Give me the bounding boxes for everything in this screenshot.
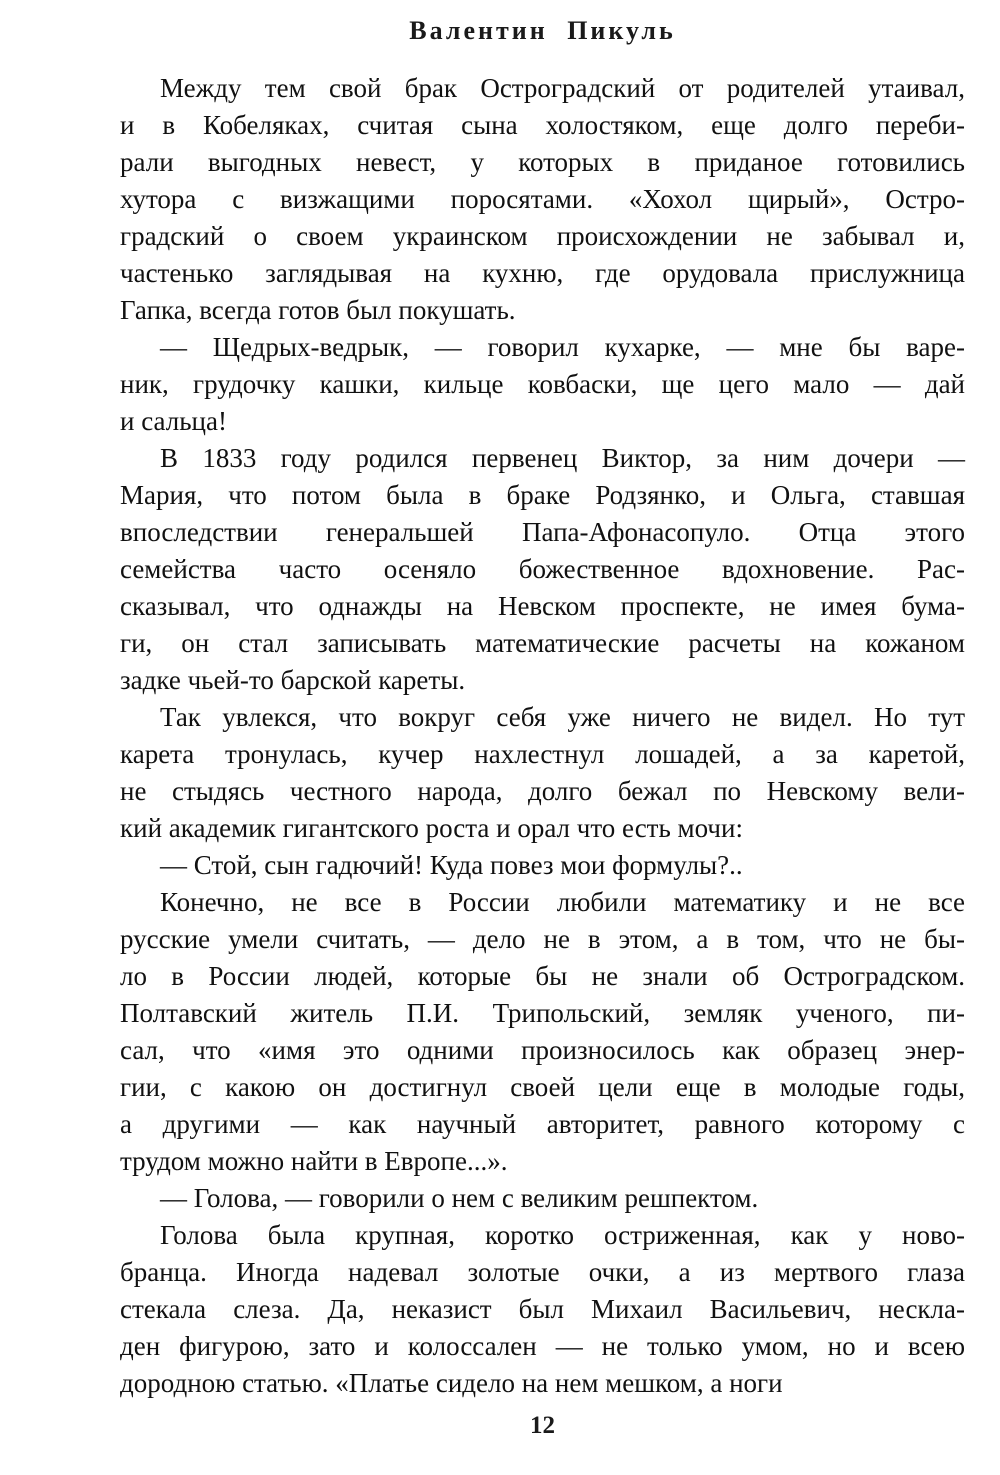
text-line: ник, грудочку кашки, кильце ковбаски, ще цего мало — дай — [120, 369, 965, 399]
text-line: карета тронулась, кучер нахлестнул лошадей, а за каретой, — [120, 739, 965, 769]
page-body — [120, 70, 965, 1402]
text-line: Между тем свой брак Остроградский от родителей утаивал, — [160, 73, 965, 103]
text-line: семейства часто осеняло божественное вдохновение. Рас- — [120, 554, 965, 584]
page-number: 12 — [530, 1412, 555, 1439]
text-line: Конечно, не все в России любили математику и не все — [160, 887, 965, 917]
text-line: не стыдясь честного народа, долго бежал по Невскому вели- — [120, 776, 965, 806]
text-line: — Щедрых-ведрык, — говорил кухарке, — мне бы варе- — [160, 332, 965, 362]
text-line: и сальца! — [120, 406, 227, 436]
text-line: ден фигурою, зато и колоссален — не только умом, но и всею — [120, 1331, 965, 1361]
text-line: ло в России людей, которые бы не знали об Остроградском. — [120, 961, 965, 991]
paragraph — [120, 440, 965, 699]
text-line: В 1833 году родился первенец Виктор, за ним дочери — — [160, 443, 965, 473]
text-line: — Стой, сын гадючий! Куда повез мои формулы?.. — [160, 850, 743, 880]
text-line: стекала слеза. Да, неказист был Михаил Васильевич, нескла- — [120, 1294, 965, 1324]
text-line: частенько заглядывая на кухню, где орудовала прислужница — [120, 258, 965, 288]
text-line: кий академик гигантского роста и орал что есть мочи: — [120, 813, 743, 843]
paragraph — [120, 1217, 965, 1402]
text-line: — Голова, — говорили о нем с великим решпектом. — [160, 1183, 759, 1213]
text-line: впоследствии генеральшей Папа-Афонасопуло. Отца этого — [120, 517, 965, 547]
text-line: сал, что «имя это одними произносилось как образец энер- — [120, 1035, 965, 1065]
text-line: хутора с визжащими поросятами. «Хохол щирый», Остро- — [120, 184, 965, 214]
text-line: гии, с какою он достигнул своей цели еще в молодые годы, — [120, 1072, 965, 1102]
paragraph — [120, 70, 965, 329]
text-line: а другими — как научный авторитет, равного которому с — [120, 1109, 965, 1139]
text-line: сказывал, что однажды на Невском проспекте, не имея бума- — [120, 591, 965, 621]
text-line: рали выгодных невест, у которых в приданое готовились — [120, 147, 965, 177]
text-line: Полтавский житель П.И. Трипольский, земляк ученого, пи- — [120, 998, 965, 1028]
paragraph — [120, 884, 965, 1180]
text-line: трудом можно найти в Европе...». — [120, 1146, 508, 1176]
paragraph — [120, 1180, 965, 1217]
text-line: задке чьей-то барской кареты. — [120, 665, 466, 695]
text-line: бранца. Иногда надевал золотые очки, а из мертвого глаза — [120, 1257, 965, 1287]
text-line: Так увлекся, что вокруг себя уже ничего не видел. Но тут — [160, 702, 965, 732]
text-line: русские умели считать, — дело не в этом, а в том, что не бы- — [120, 924, 965, 954]
text-line: Гапка, всегда готов был покушать. — [120, 295, 516, 325]
text-line: градский о своем украинском происхождении не забывал и, — [120, 221, 965, 251]
running-head-author: Валентин Пикуль — [409, 16, 676, 45]
text-line: Голова была крупная, коротко остриженная, как у ново- — [160, 1220, 965, 1250]
paragraph — [120, 699, 965, 847]
text-line: и в Кобеляках, считая сына холостяком, еще долго переби- — [120, 110, 965, 140]
text-line: ги, он стал записывать математические расчеты на кожаном — [120, 628, 965, 658]
text-line: Мария, что потом была в браке Родзянко, и Ольга, ставшая — [120, 480, 965, 510]
paragraph — [120, 329, 965, 440]
paragraph — [120, 847, 965, 884]
text-line: дородною статью. «Платье сидело на нем мешком, а ноги — [120, 1368, 783, 1398]
